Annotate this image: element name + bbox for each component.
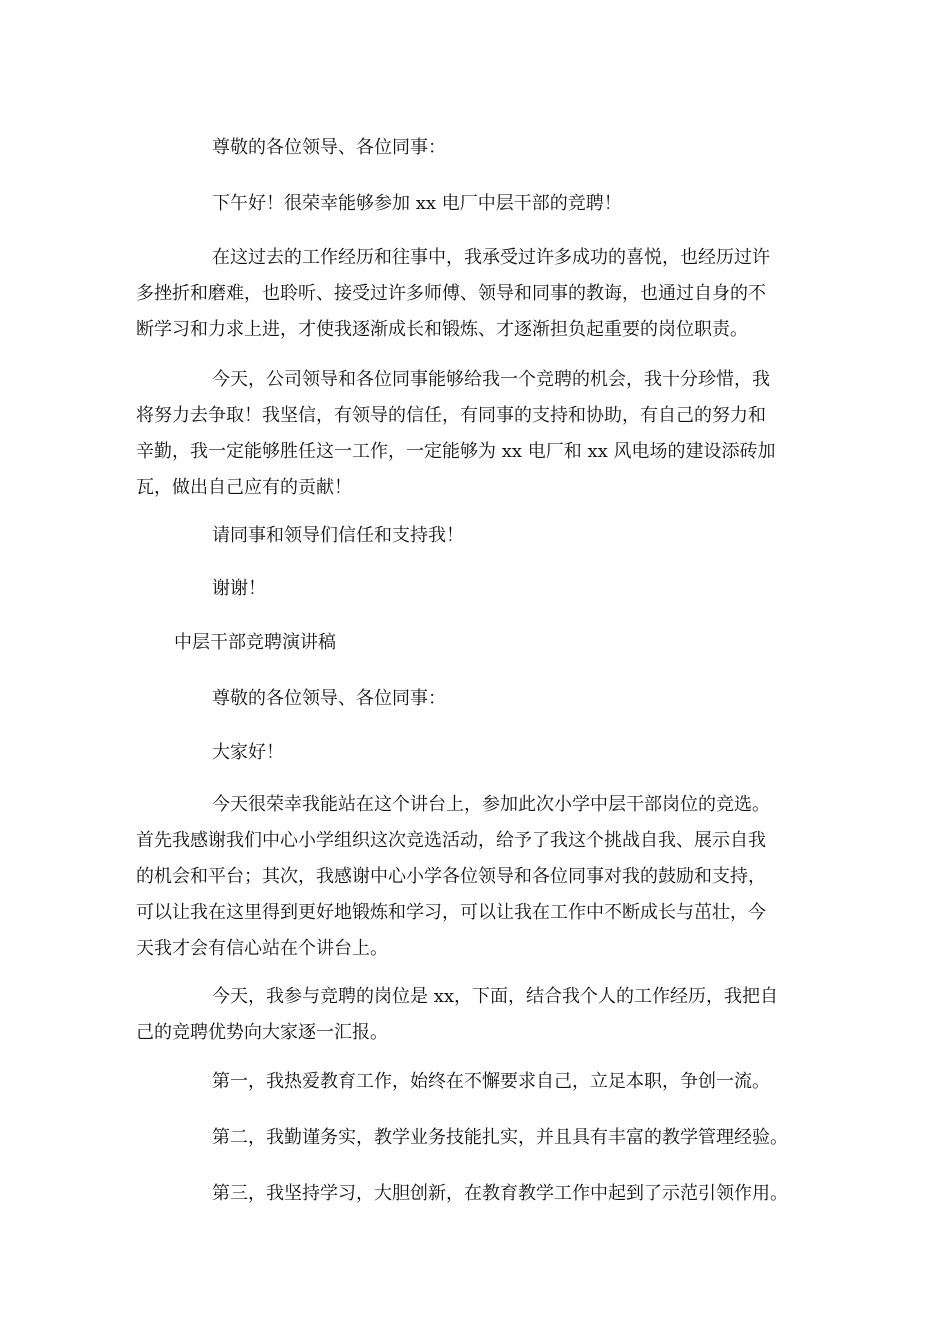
body-paragraph-opportunity xyxy=(136,362,816,506)
paragraph-line: 尊敬的各位领导、各位同事： xyxy=(212,137,446,158)
paragraph-line: 尊敬的各位领导、各位同事： xyxy=(212,688,446,709)
paragraph-line: 的机会和平台；其次，我感谢中心小学各位领导和各位同事对我的鼓励和支持， xyxy=(136,866,766,887)
paragraph-line: 第二，我勤谨务实，教学业务技能扎实，并且具有丰富的教学管理经验。 xyxy=(212,1127,788,1148)
body-paragraph-honor xyxy=(136,787,816,967)
paragraph-line: 大家好！ xyxy=(212,742,284,763)
paragraph-line: 可以让我在这里得到更好地锻炼和学习，可以让我在工作中不断成长与茁壮，今 xyxy=(136,902,766,923)
body-paragraph-experience xyxy=(136,240,816,348)
paragraph-line: 首先我感谢我们中心小学组织这次竞选活动，给予了我这个挑战自我、展示自我 xyxy=(136,830,766,851)
paragraph-line: 下午好！很荣幸能够参加 xx 电厂中层干部的竞聘！ xyxy=(212,193,622,214)
greeting-1 xyxy=(136,186,816,222)
point-first xyxy=(136,1064,816,1100)
salutation-1 xyxy=(136,130,816,166)
paragraph-line: 己的竞聘优势向大家逐一汇报。 xyxy=(136,1022,388,1043)
point-second xyxy=(136,1120,816,1156)
paragraph-line: 天我才会有信心站在个讲台上。 xyxy=(136,938,388,959)
paragraph-line: 瓦，做出自己应有的贡献！ xyxy=(136,477,352,498)
greeting-2 xyxy=(136,735,816,771)
paragraph-line: 今天，公司领导和各位同事能够给我一个竞聘的机会，我十分珍惜，我 xyxy=(212,369,770,390)
thanks xyxy=(136,571,816,607)
point-third xyxy=(136,1176,816,1212)
paragraph-line: 第三，我坚持学习，大胆创新，在教育教学工作中起到了示范引领作用。 xyxy=(212,1183,788,1204)
paragraph-line: 请同事和领导们信任和支持我！ xyxy=(212,525,464,546)
paragraph-line: 今天，我参与竞聘的岗位是 xx，下面，结合我个人的工作经历，我把自 xyxy=(212,986,779,1007)
paragraph-line: 多挫折和磨难，也聆听、接受过许多师傅、领导和同事的教诲，也通过自身的不 xyxy=(136,283,766,304)
salutation-2 xyxy=(136,681,816,717)
paragraph-line: 在这过去的工作经历和往事中，我承受过许多成功的喜悦，也经历过许 xyxy=(212,247,770,268)
paragraph-line: 将努力去争取！我坚信，有领导的信任，有同事的支持和协助，有自己的努力和 xyxy=(136,405,766,426)
section-heading xyxy=(174,625,854,661)
heading-text: 中层干部竞聘演讲稿 xyxy=(174,632,336,653)
paragraph-line: 谢谢！ xyxy=(212,578,266,599)
paragraph-line: 今天很荣幸我能站在这个讲台上，参加此次小学中层干部岗位的竞选。 xyxy=(212,794,770,815)
paragraph-line: 辛勤，我一定能够胜任这一工作，一定能够为 xx 电厂和 xx 风电场的建设添砖加 xyxy=(136,441,776,462)
paragraph-line: 断学习和力求上进，才使我逐渐成长和锻炼、才逐渐担负起重要的岗位职责。 xyxy=(136,319,748,340)
request-support xyxy=(136,518,816,554)
body-paragraph-position xyxy=(136,979,816,1051)
paragraph-line: 第一，我热爱教育工作，始终在不懈要求自己，立足本职，争创一流。 xyxy=(212,1071,770,1092)
